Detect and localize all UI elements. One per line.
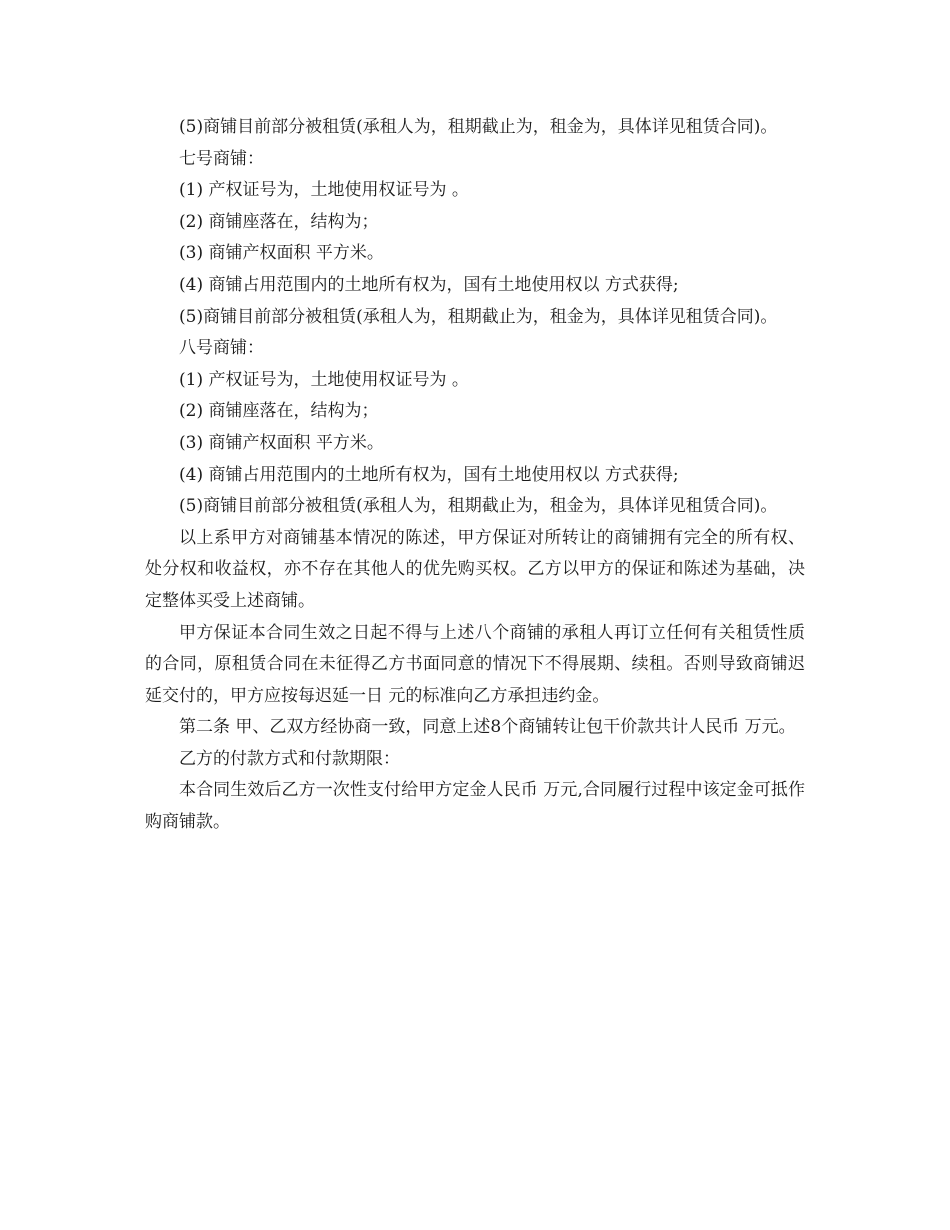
paragraph-shop7-lease: (5)商铺目前部分被租赁(承租人为，租期截止为，租金为，具体详见租赁合同)。 [179, 306, 778, 327]
heading-shop-8: 八号商铺： [179, 338, 264, 359]
paragraph-shop7-land: (4) 商铺占用范围内的土地所有权为，国有土地使用权以 方式获得; [179, 274, 679, 295]
paragraph-shop7-location: (2) 商铺座落在，结构为； [179, 211, 379, 232]
paragraph-article-2: 第二条 甲、乙双方经协商一致，同意上述8个商铺转让包干价款共计人民币 万元。 [179, 717, 796, 738]
paragraph-shop8-area: (3) 商铺产权面积 平方米。 [179, 432, 384, 453]
paragraph-shop8-lease: (5)商铺目前部分被租赁(承租人为，租期截止为，租金为，具体详见租赁合同)。 [179, 496, 778, 517]
paragraph-shop7-area: (3) 商铺产权面积 平方米。 [179, 243, 384, 264]
paragraph-shop8-land: (4) 商铺占用范围内的土地所有权为，国有土地使用权以 方式获得; [179, 464, 679, 485]
paragraph-lease-restriction: 甲方保证本合同生效之日起不得与上述八个商铺的承租人再订立任何有关租赁性质的合同，原租赁合同在未征得乙方书面同意的情况下不得展期、续租。否则导致商铺迟延交付的，甲方应按每迟延一日 元的标准向乙方承担违约金。 [145, 622, 805, 706]
heading-shop-7: 七号商铺： [179, 148, 264, 169]
paragraph-shop8-certificate: (1) 产权证号为，土地使用权证号为 。 [179, 369, 469, 390]
paragraph-payment-heading: 乙方的付款方式和付款期限： [179, 748, 400, 769]
document-body [145, 112, 805, 839]
paragraph-guarantee: 以上系甲方对商铺基本情况的陈述，甲方保证对所转让的商铺拥有完全的所有权、处分权和收益权，亦不存在其他人的优先购买权。乙方以甲方的保证和陈述为基础，决定整体买受上述商铺。 [145, 527, 805, 611]
paragraph-shop7-certificate: (1) 产权证号为，土地使用权证号为 。 [179, 180, 469, 201]
paragraph-deposit: 本合同生效后乙方一次性支付给甲方定金人民币 万元,合同履行过程中该定金可抵作购商铺款。 [145, 780, 805, 833]
paragraph-shop6-lease: (5)商铺目前部分被租赁(承租人为，租期截止为，租金为，具体详见租赁合同)。 [179, 117, 778, 137]
paragraph-shop8-location: (2) 商铺座落在，结构为； [179, 401, 379, 422]
